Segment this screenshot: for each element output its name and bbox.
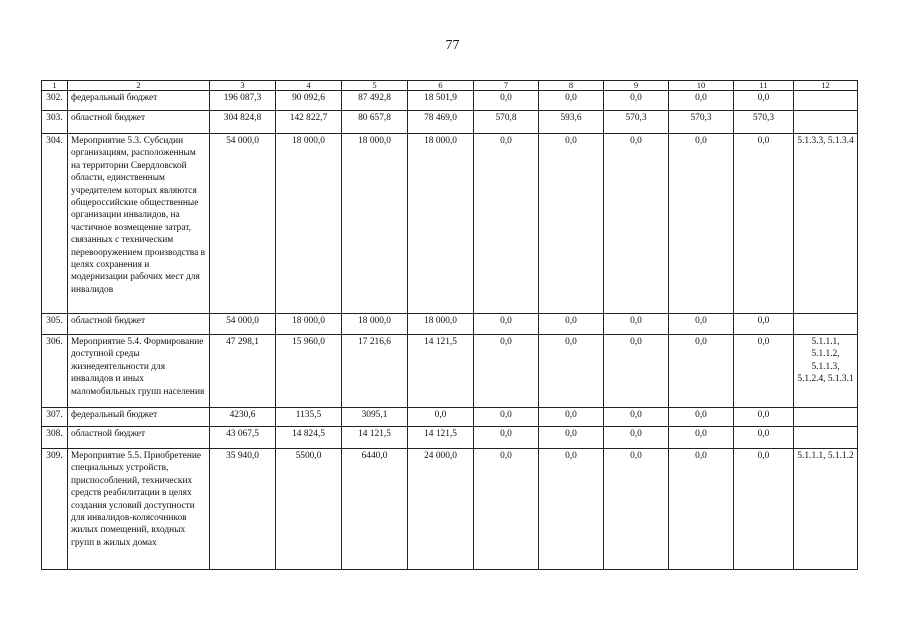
row-value: 0,0 [669, 91, 734, 111]
table-row [42, 111, 858, 134]
row-number: 309. [42, 449, 68, 570]
row-value: 0,0 [474, 427, 539, 449]
table-row [42, 408, 858, 427]
row-value: 54 000,0 [210, 134, 276, 314]
row-value: 0,0 [734, 134, 794, 314]
row-name: областной бюджет [68, 427, 210, 449]
table-row [42, 427, 858, 449]
column-header: 10 [669, 81, 734, 91]
row-value: 0,0 [604, 314, 669, 335]
row-value: 4230,6 [210, 408, 276, 427]
row-value: 54 000,0 [210, 314, 276, 335]
row-value: 0,0 [734, 449, 794, 570]
row-number: 304. [42, 134, 68, 314]
column-header: 2 [68, 81, 210, 91]
column-header: 6 [408, 81, 474, 91]
row-value: 18 000,0 [276, 134, 342, 314]
row-value: 14 121,5 [342, 427, 408, 449]
column-header: 4 [276, 81, 342, 91]
row-reference [794, 408, 858, 427]
column-header: 9 [604, 81, 669, 91]
column-header: 5 [342, 81, 408, 91]
row-value: 0,0 [474, 91, 539, 111]
table-row [42, 91, 858, 111]
row-value: 0,0 [734, 427, 794, 449]
row-number: 306. [42, 335, 68, 408]
row-name: федеральный бюджет [68, 408, 210, 427]
row-number: 305. [42, 314, 68, 335]
row-value: 0,0 [669, 314, 734, 335]
row-value: 0,0 [539, 427, 604, 449]
row-number: 308. [42, 427, 68, 449]
row-value: 0,0 [604, 449, 669, 570]
row-value: 1135,5 [276, 408, 342, 427]
row-reference [794, 427, 858, 449]
row-value: 80 657,8 [342, 111, 408, 134]
row-name: Мероприятие 5.4. Формирование доступной среды жизнедеятельности для инвалидов и иных маломобильных групп населения [68, 335, 210, 408]
row-value: 18 000,0 [408, 134, 474, 314]
row-reference: 5.1.3.3, 5.1.3.4 [794, 134, 858, 314]
row-value: 570,3 [734, 111, 794, 134]
column-header: 7 [474, 81, 539, 91]
row-value: 0,0 [669, 335, 734, 408]
row-value: 0,0 [539, 91, 604, 111]
row-reference [794, 91, 858, 111]
row-value: 0,0 [539, 449, 604, 570]
column-header: 3 [210, 81, 276, 91]
row-value: 593,6 [539, 111, 604, 134]
row-name: Мероприятие 5.5. Приобретение специальных устройств, приспособлений, технических средств реабилитации в целях создания условий доступности для инвалидов-колясочников жилых помещений, входных групп в жилых домах [68, 449, 210, 570]
row-value: 3095,1 [342, 408, 408, 427]
row-name: областной бюджет [68, 111, 210, 134]
column-header: 1 [42, 81, 68, 91]
row-value: 0,0 [669, 134, 734, 314]
column-header: 12 [794, 81, 858, 91]
row-value: 0,0 [604, 91, 669, 111]
row-value: 14 121,5 [408, 335, 474, 408]
column-header: 8 [539, 81, 604, 91]
row-name: областной бюджет [68, 314, 210, 335]
row-name: федеральный бюджет [68, 91, 210, 111]
row-reference [794, 111, 858, 134]
row-value: 24 000,0 [408, 449, 474, 570]
row-value: 0,0 [539, 134, 604, 314]
row-value: 0,0 [734, 91, 794, 111]
row-reference: 5.1.1.1, 5.1.1.2, 5.1.1.3, 5.1.2.4, 5.1.3.1 [794, 335, 858, 408]
row-value: 18 000,0 [276, 314, 342, 335]
row-reference: 5.1.1.1, 5.1.1.2 [794, 449, 858, 570]
row-value: 0,0 [539, 335, 604, 408]
row-value: 18 501,9 [408, 91, 474, 111]
row-value: 18 000,0 [342, 314, 408, 335]
row-value: 18 000,0 [342, 134, 408, 314]
row-value: 0,0 [604, 335, 669, 408]
row-value: 0,0 [734, 408, 794, 427]
row-value: 0,0 [408, 408, 474, 427]
row-value: 18 000,0 [408, 314, 474, 335]
table-row [42, 449, 858, 570]
page-number: 77 [445, 38, 460, 53]
row-value: 0,0 [539, 314, 604, 335]
row-value: 0,0 [474, 134, 539, 314]
row-value: 0,0 [734, 335, 794, 408]
row-value: 35 940,0 [210, 449, 276, 570]
row-number: 307. [42, 408, 68, 427]
row-number: 302. [42, 91, 68, 111]
row-value: 0,0 [669, 427, 734, 449]
row-value: 0,0 [474, 449, 539, 570]
table-row [42, 134, 858, 314]
row-value: 78 469,0 [408, 111, 474, 134]
row-value: 90 092,6 [276, 91, 342, 111]
row-reference [794, 314, 858, 335]
row-value: 14 824,5 [276, 427, 342, 449]
row-value: 304 824,8 [210, 111, 276, 134]
row-number: 303. [42, 111, 68, 134]
row-value: 142 822,7 [276, 111, 342, 134]
row-value: 0,0 [474, 314, 539, 335]
row-value: 0,0 [474, 335, 539, 408]
row-value: 570,8 [474, 111, 539, 134]
row-value: 0,0 [539, 408, 604, 427]
column-header: 11 [734, 81, 794, 91]
row-value: 47 298,1 [210, 335, 276, 408]
row-value: 6440,0 [342, 449, 408, 570]
row-value: 0,0 [604, 427, 669, 449]
row-value: 570,3 [604, 111, 669, 134]
row-value: 570,3 [669, 111, 734, 134]
budget-table [41, 80, 858, 570]
row-value: 0,0 [669, 408, 734, 427]
table-header-row [42, 81, 858, 91]
row-value: 5500,0 [276, 449, 342, 570]
row-value: 87 492,8 [342, 91, 408, 111]
table-row [42, 314, 858, 335]
row-value: 0,0 [604, 408, 669, 427]
row-value: 0,0 [604, 134, 669, 314]
row-value: 14 121,5 [408, 427, 474, 449]
row-value: 0,0 [474, 408, 539, 427]
row-value: 0,0 [669, 449, 734, 570]
row-value: 43 067,5 [210, 427, 276, 449]
row-value: 15 960,0 [276, 335, 342, 408]
row-value: 17 216,6 [342, 335, 408, 408]
row-value: 196 087,3 [210, 91, 276, 111]
row-name: Мероприятие 5.3. Субсидии организациям, расположенным на территории Свердловской области, единственным учредителем которых являются общероссийские общественные организации инвалидов, на частичное возмещение затрат, связанных с техническим перевооружением производства в целях сохранения и модернизации рабочих мест для инвалидов [68, 134, 210, 314]
table-row [42, 335, 858, 408]
row-value: 0,0 [734, 314, 794, 335]
